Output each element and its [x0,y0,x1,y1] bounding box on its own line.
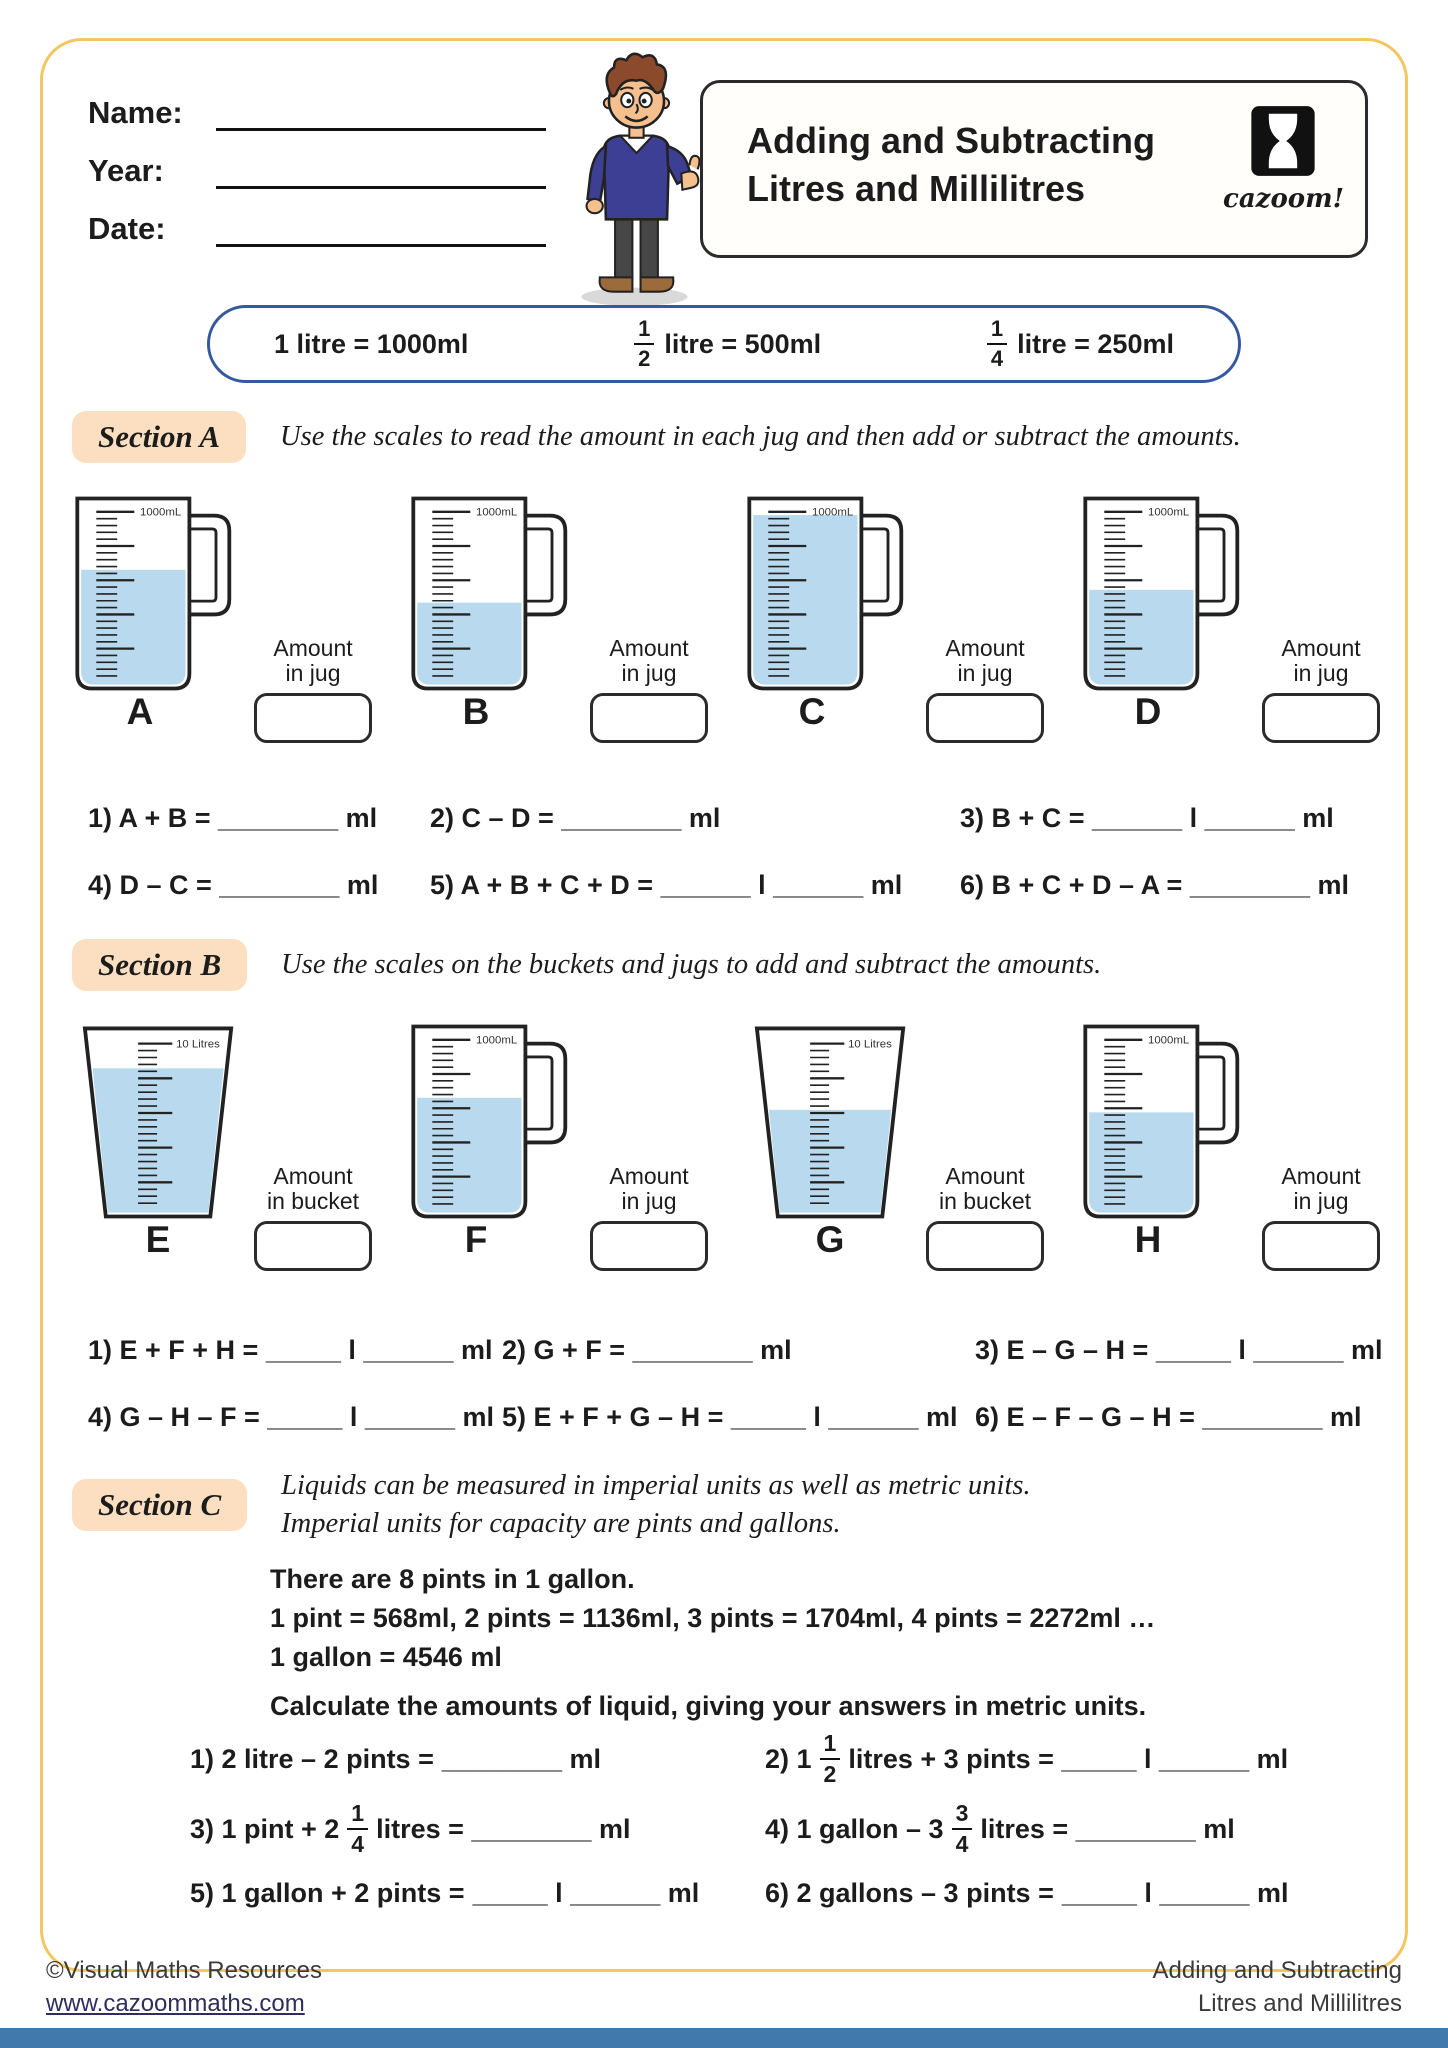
section-b-instruction: Use the scales on the buckets and jugs to add and subtract the amounts. [281,948,1102,980]
fact-half-litre-500ml [634,318,821,370]
svg-text:1000mL: 1000mL [812,506,854,519]
amount-in-jug-label: Amount in jug [609,1162,689,1215]
worksheet-title-box [700,80,1368,258]
name-field [88,95,546,131]
cazoommaths-link[interactable]: www.cazoommaths.com [46,1989,305,2017]
year-field [88,153,546,189]
jug-C [736,487,1048,745]
jug-A-answer-box[interactable] [254,693,372,743]
worksheet-title-line-1: Adding and Subtracting [747,120,1155,161]
worksheet-title-line-2: Litres and Millilitres [747,168,1086,210]
fraction-one-quarter: $\frac{1}{4}$ [347,1802,368,1856]
section-b-header [72,939,1408,991]
question-c3: 3) 1 pint + 2 $\frac{1}{4}$ litres = ________ ml [190,1800,631,1858]
name-line [216,95,546,131]
year-label: Year: [88,153,164,188]
fact-quarter-litre-250ml [987,318,1174,370]
jug-B [400,487,712,745]
date-label: Date: [88,211,166,246]
section-c-header [72,1467,1408,1544]
svg-text:10 Litres: 10 Litres [848,1038,892,1051]
fraction-one-half: $\frac{1}{2}$ [634,318,654,370]
bucket-E-illustration [64,1015,254,1248]
bucket-G [736,1015,1048,1273]
bucket-G-answer-box[interactable] [926,1221,1044,1271]
question-c1: 1) 2 litre – 2 pints = ________ ml [190,1743,601,1774]
svg-text:1000mL: 1000mL [1148,506,1190,519]
amount-in-jug-label: Amount in jug [609,634,689,687]
question-b3: 3) E – G – H = _____ l ______ ml [975,1335,1383,1365]
section-c-badge: Section C [72,1479,247,1531]
fact-litre-1000ml [274,329,468,360]
question-b5: 5) E + F + G – H = _____ l ______ ml [502,1402,958,1432]
copyright-text: ©Visual Maths Resources [46,1957,323,1985]
date-line [216,211,546,247]
jug-B-answer-box[interactable] [590,693,708,743]
section-c-questions [190,1732,1408,1914]
jug-D-illustration [1072,487,1262,720]
jug-H [1072,1015,1384,1273]
svg-text:1000mL: 1000mL [140,506,182,519]
question-c6: 6) 2 gallons – 3 pints = _____ l ______ ml [765,1877,1289,1908]
question-a1: 1) A + B = ________ ml [88,803,378,833]
svg-text:1000mL: 1000mL [476,506,518,519]
gallon-conversion-fact: 1 gallon = 4546 ml [270,1642,502,1673]
question-c4: 4) 1 gallon – 3 $\frac{3}{4}$ litres = ________ ml [765,1800,1235,1858]
student-fields [88,95,546,269]
section-b-questions-row-2 [88,1402,1408,1433]
question-c5: 5) 1 gallon + 2 pints = _____ l ______ ml [190,1877,700,1908]
svg-text:10 Litres: 10 Litres [176,1038,220,1051]
jug-A-letter: A [126,691,154,732]
date-field [88,211,546,247]
question-b1: 1) E + F + H = _____ l ______ ml [88,1335,493,1365]
section-b-badge: Section B [72,939,247,991]
fraction-one-quarter: $\frac{1}{4}$ [987,318,1007,370]
pints-per-gallon-fact: There are 8 pints in 1 gallon. [270,1563,635,1594]
jug-A-illustration [64,487,254,720]
section-c-instruction: Liquids can be measured in imperial units as well as metric units. Imperial units for capacity are pints and gallons. [281,1470,1031,1540]
jug-A [64,487,376,745]
jug-F-answer-box[interactable] [590,1221,708,1271]
question-a3: 3) B + C = ______ l ______ ml [960,803,1334,833]
jug-H-answer-box[interactable] [1262,1221,1380,1271]
jug-C-illustration [736,487,926,720]
amount-in-jug-label: Amount in jug [1281,634,1361,687]
section-a-instruction: Use the scales to read the amount in each jug and then add or subtract the amounts. [280,420,1241,452]
fraction-three-quarters: $\frac{3}{4}$ [952,1802,973,1856]
question-a2: 2) C – D = ________ ml [430,803,721,833]
section-a-jugs-row [40,487,1408,745]
fraction-one-half: $\frac{1}{2}$ [820,1732,841,1786]
footer-left [46,1955,322,2020]
fact-text: litre = 500ml [664,328,822,359]
jug-C-answer-box[interactable] [926,693,1044,743]
year-line [216,153,546,189]
conversion-facts-box [207,305,1241,383]
question-a6: 6) B + C + D – A = ________ ml [960,870,1349,900]
jug-D-letter: D [1134,691,1162,732]
fact-text: litre = 250ml [1017,328,1174,359]
bucket-G-illustration [736,1015,926,1248]
amount-in-jug-label: Amount in jug [273,634,353,687]
bucket-E-letter: E [145,1219,171,1260]
fact-text: 1 litre = 1000ml [274,328,469,359]
question-b6: 6) E – F – G – H = ________ ml [975,1402,1362,1432]
footer-title-line-2: Litres and Millilitres [1197,1989,1402,2017]
question-c2: 2) 1 $\frac{1}{2}$ litres + 3 pints = _____ l ______ ml [765,1730,1289,1788]
jug-F [400,1015,712,1273]
svg-text:1000mL: 1000mL [1148,1034,1190,1047]
amount-in-bucket-label: Amount in bucket [266,1162,360,1215]
cazoom-logo [1223,105,1343,214]
question-b2: 2) G + F = ________ ml [502,1335,792,1365]
footer-right [1152,1955,1402,2020]
bucket-G-letter: G [815,1219,845,1260]
jug-F-illustration [400,1015,590,1248]
jug-B-illustration [400,487,590,720]
section-a-header [72,411,1408,463]
section-c-calculate-instruction: Calculate the amounts of liquid, giving your answers in metric units. [270,1691,1147,1722]
amount-in-bucket-label: Amount in bucket [938,1162,1032,1215]
section-a-questions-row-2 [88,870,1408,901]
cazoom-hourglass-icon [1250,105,1316,177]
bucket-E [64,1015,376,1273]
bottom-blue-bar [0,2028,1448,2048]
name-label: Name: [88,95,183,130]
question-a5: 5) A + B + C + D = ______ l ______ ml [430,870,903,900]
section-a-questions-row-1 [88,803,1408,834]
section-a-badge: Section A [72,411,246,463]
bucket-E-answer-box[interactable] [254,1221,372,1271]
jug-H-letter: H [1134,1219,1162,1260]
cazoom-logo-text: cazoom! [1223,184,1345,214]
section-c-facts [270,1560,1408,1677]
jug-F-letter: F [464,1219,488,1260]
section-b-questions-row-1 [88,1335,1408,1366]
jug-D [1072,487,1384,745]
jug-C-letter: C [798,691,826,732]
jug-D-answer-box[interactable] [1262,693,1380,743]
jug-H-illustration [1072,1015,1262,1248]
pint-conversion-fact: 1 pint = 568ml, 2 pints = 1136ml, 3 pints = 1704ml, 4 pints = 2272ml … [270,1603,1156,1634]
section-b-vessels-row [40,1015,1408,1273]
jug-B-letter: B [462,691,490,732]
footer-title-line-1: Adding and Subtracting [1152,1957,1402,1985]
svg-text:1000mL: 1000mL [476,1034,518,1047]
amount-in-jug-label: Amount in jug [945,634,1025,687]
amount-in-jug-label: Amount in jug [1281,1162,1361,1215]
question-a4: 4) D – C = ________ ml [88,870,379,900]
question-b4: 4) G – H – F = _____ l ______ ml [88,1402,495,1432]
